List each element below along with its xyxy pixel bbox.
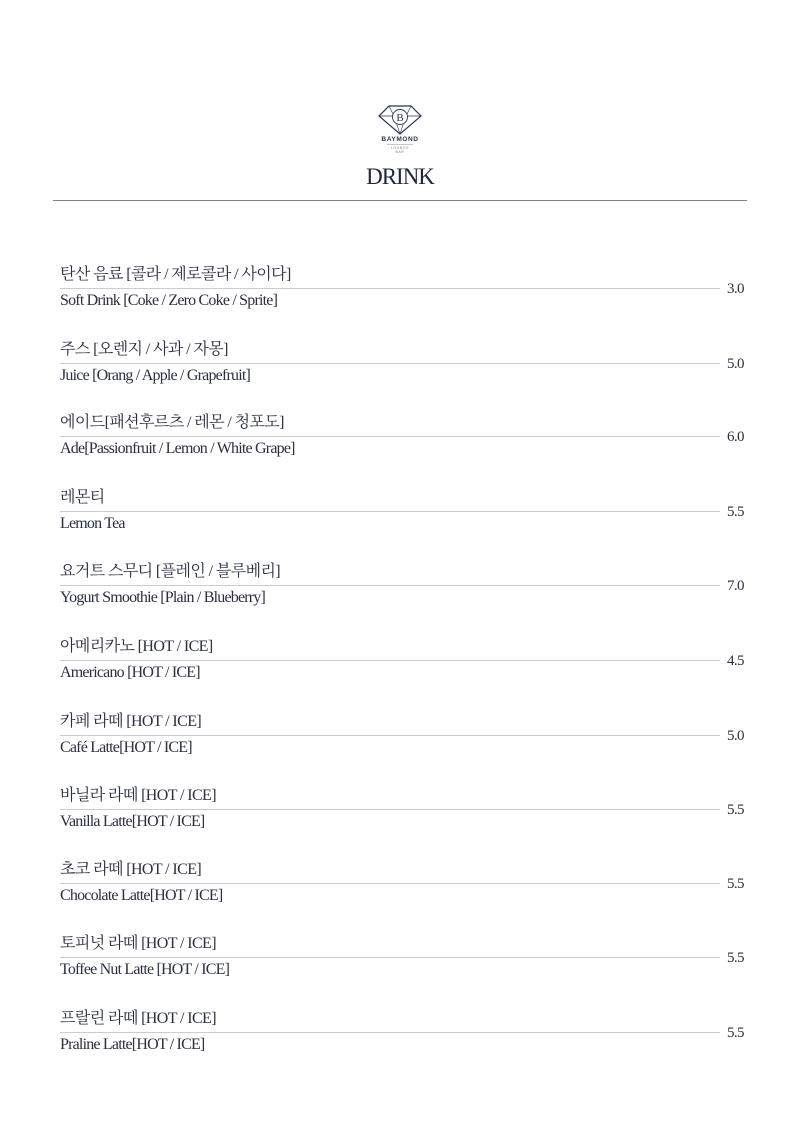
- menu-item-divider: [60, 883, 720, 884]
- menu-item-price: 5.5: [727, 504, 744, 520]
- menu-item-price: 5.5: [727, 1025, 744, 1041]
- menu-item-price: 5.5: [727, 876, 744, 892]
- menu-item-english-name: Café Latte[HOT / ICE]: [60, 739, 192, 756]
- menu-item-ade: [60, 414, 744, 474]
- menu-item-soft-drink: [60, 266, 744, 326]
- menu-item-english-name: Soft Drink [Coke / Zero Coke / Sprite]: [60, 292, 278, 309]
- menu-item-english-name: Toffee Nut Latte [HOT / ICE]: [60, 961, 230, 978]
- menu-item-lemon-tea: [60, 489, 744, 549]
- menu-item-divider: [60, 735, 720, 736]
- menu-item-vanilla-latte: [60, 787, 744, 847]
- menu-item-korean-name: 주스 [오렌지 / 사과 / 자몽]: [60, 341, 228, 358]
- page-title: DRINK: [366, 164, 434, 189]
- menu-item-korean-name: 카페 라떼 [HOT / ICE]: [60, 713, 202, 730]
- menu-item-price: 5.0: [727, 356, 744, 372]
- menu-item-divider: [60, 436, 720, 437]
- menu-item-korean-name: 레몬티: [60, 489, 105, 506]
- menu-item-price: 3.0: [727, 281, 744, 297]
- title-divider: [53, 200, 747, 201]
- diamond-logo-icon: [378, 105, 422, 135]
- menu-item-price: 4.5: [727, 653, 744, 669]
- brand-tagline: LOUNGE BAR: [387, 144, 413, 154]
- brand-logo: [372, 105, 428, 157]
- menu-item-divider: [60, 1032, 720, 1033]
- menu-item-korean-name: 초코 라떼 [HOT / ICE]: [60, 861, 202, 878]
- menu-item-divider: [60, 363, 720, 364]
- menu-item-juice: [60, 341, 744, 401]
- menu-item-divider: [60, 660, 720, 661]
- menu-item-korean-name: 탄산 음료 [콜라 / 제로콜라 / 사이다]: [60, 266, 291, 283]
- menu-item-korean-name: 요거트 스무디 [플레인 / 블루베리]: [60, 563, 281, 580]
- menu-item-divider: [60, 957, 720, 958]
- menu-item-english-name: Lemon Tea: [60, 515, 125, 532]
- menu-item-english-name: Chocolate Latte[HOT / ICE]: [60, 887, 223, 904]
- menu-item-price: 5.5: [727, 802, 744, 818]
- menu-item-english-name: Juice [Orang / Apple / Grapefruit]: [60, 367, 251, 384]
- menu-item-yogurt-smoothie: [60, 563, 744, 623]
- menu-item-cafe-latte: [60, 713, 744, 773]
- menu-item-price: 6.0: [727, 429, 744, 445]
- menu-item-english-name: Yogurt Smoothie [Plain / Blueberry]: [60, 589, 266, 606]
- menu-item-korean-name: 아메리카노 [HOT / ICE]: [60, 638, 213, 655]
- menu-item-divider: [60, 288, 720, 289]
- menu-item-english-name: Vanilla Latte[HOT / ICE]: [60, 813, 205, 830]
- menu-item-price: 7.0: [727, 578, 744, 594]
- menu-item-korean-name: 프랄린 라떼 [HOT / ICE]: [60, 1010, 216, 1027]
- menu-item-divider: [60, 585, 720, 586]
- menu-item-price: 5.5: [727, 950, 744, 966]
- menu-item-chocolate-latte: [60, 861, 744, 921]
- menu-item-korean-name: 토피넛 라떼 [HOT / ICE]: [60, 935, 216, 952]
- menu-item-price: 5.0: [727, 728, 744, 744]
- menu-item-praline-latte: [60, 1010, 744, 1070]
- menu-item-divider: [60, 511, 720, 512]
- menu-item-english-name: Praline Latte[HOT / ICE]: [60, 1036, 205, 1053]
- menu-item-korean-name: 에이드[패션후르츠 / 레몬 / 청포도]: [60, 414, 284, 431]
- menu-item-americano: [60, 638, 744, 698]
- logo-letter: B: [396, 112, 404, 124]
- brand-name: BAYMOND: [381, 136, 419, 143]
- menu-item-toffee-nut-latte: [60, 935, 744, 995]
- menu-item-english-name: Ade[Passionfruit / Lemon / White Grape]: [60, 440, 295, 457]
- menu-item-korean-name: 바닐라 라떼 [HOT / ICE]: [60, 787, 216, 804]
- menu-item-divider: [60, 809, 720, 810]
- menu-item-english-name: Americano [HOT / ICE]: [60, 664, 200, 681]
